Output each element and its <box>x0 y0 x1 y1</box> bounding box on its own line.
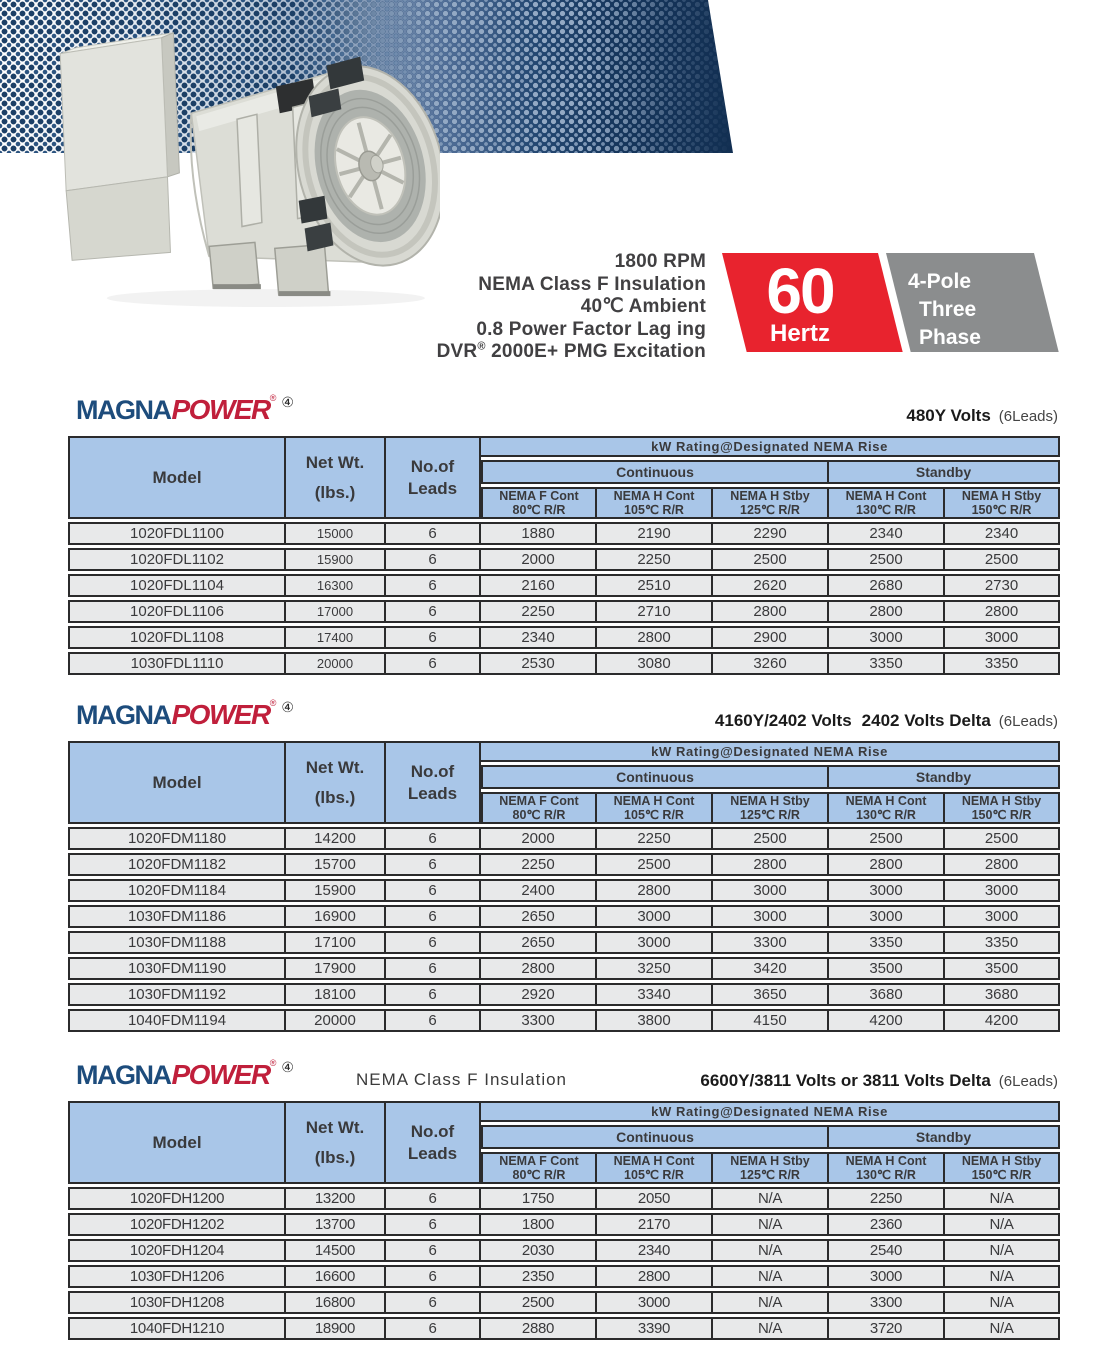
table-row <box>68 548 1060 571</box>
kw-value-cell: 2880 <box>481 1317 597 1340</box>
model-cell: 1020FDH1204 <box>68 1239 286 1262</box>
kw-value-cell: 2000 <box>481 827 597 850</box>
kw-value-cell: 3350 <box>945 652 1060 675</box>
kw-value-cell: 2920 <box>481 983 597 1006</box>
kw-value-cell: 2400 <box>481 879 597 902</box>
net-weight-cell: 15700 <box>286 853 386 876</box>
leads-cell: 6 <box>386 522 481 545</box>
voltage-title <box>690 1071 1058 1091</box>
leads-cell: 6 <box>386 548 481 571</box>
column-header-leads: No.of Leads <box>386 436 481 519</box>
net-weight-cell: 15900 <box>286 879 386 902</box>
column-header-nema: NEMA F Cont 80℃ R/R <box>481 792 597 824</box>
kw-value-cell: 2340 <box>481 626 597 649</box>
spec-line-dvr: DVR® 2000E+ PMG Excitation <box>436 340 706 362</box>
logo-magna-text: MAGNA <box>76 395 171 425</box>
magnapower-logo <box>76 689 294 734</box>
table-row <box>68 931 1060 954</box>
model-cell: 1030FDL1110 <box>68 652 286 675</box>
voltage-title <box>705 711 1058 731</box>
model-cell: 1020FDL1104 <box>68 574 286 597</box>
column-header-nema: NEMA H Cont 130℃ R/R <box>829 792 945 824</box>
logo-registered-icon: ® <box>269 393 277 403</box>
kw-value-cell: N/A <box>713 1239 829 1262</box>
kw-value-cell: 2800 <box>597 1265 713 1288</box>
kw-value-cell: 2000 <box>481 548 597 571</box>
kw-value-cell: 3720 <box>829 1317 945 1340</box>
table-row <box>68 600 1060 623</box>
pole-label: 4-Pole <box>908 270 972 293</box>
kw-value-cell: N/A <box>713 1291 829 1314</box>
net-weight-cell: 16300 <box>286 574 386 597</box>
logo-magna-text: MAGNA <box>76 700 171 730</box>
leads-cell: 6 <box>386 626 481 649</box>
kw-value-cell: 1750 <box>481 1187 597 1210</box>
column-header-nema: NEMA H Cont 130℃ R/R <box>829 1152 945 1184</box>
kw-value-cell: 4200 <box>945 1009 1060 1032</box>
continuous-group-header: Continuous <box>481 460 829 484</box>
table-row <box>68 1265 1060 1288</box>
logo-circled-four-icon: ④ <box>281 1059 294 1075</box>
voltage-title <box>896 406 1058 426</box>
kw-value-cell: 3000 <box>829 626 945 649</box>
net-weight-cell: 18100 <box>286 983 386 1006</box>
kw-value-cell: 1880 <box>481 522 597 545</box>
model-cell: 1020FDM1184 <box>68 879 286 902</box>
net-weight-cell: 17900 <box>286 957 386 980</box>
kw-value-cell: 3800 <box>597 1009 713 1032</box>
net-weight-cell: 20000 <box>286 652 386 675</box>
table-row <box>68 1239 1060 1262</box>
kw-value-cell: 2800 <box>713 600 829 623</box>
table-row <box>68 1009 1060 1032</box>
kw-value-cell: 2900 <box>713 626 829 649</box>
model-cell: 1040FDM1194 <box>68 1009 286 1032</box>
net-weight-cell: 15900 <box>286 548 386 571</box>
kw-value-cell: 2500 <box>829 827 945 850</box>
leads-cell: 6 <box>386 1009 481 1032</box>
net-weight-cell: 17100 <box>286 931 386 954</box>
kw-value-cell: 3000 <box>597 1291 713 1314</box>
kw-value-cell: 3390 <box>597 1317 713 1340</box>
kw-value-cell: 2500 <box>713 548 829 571</box>
kw-value-cell: 2340 <box>829 522 945 545</box>
leads-cell: 6 <box>386 879 481 902</box>
kw-value-cell: 2250 <box>829 1187 945 1210</box>
kw-value-cell: N/A <box>713 1317 829 1340</box>
kw-value-cell: 2500 <box>597 853 713 876</box>
voltage-title-text: 2402 Volts Delta <box>861 711 991 730</box>
model-cell: 1020FDL1100 <box>68 522 286 545</box>
kw-value-cell: 3350 <box>829 652 945 675</box>
kw-value-cell: 2650 <box>481 905 597 928</box>
column-header-model: Model <box>68 1101 286 1184</box>
leads-cell: 6 <box>386 1213 481 1236</box>
model-cell: 1030FDM1190 <box>68 957 286 980</box>
kw-rating-header: kW Rating@Designated NEMA Rise <box>481 1101 1060 1122</box>
model-cell: 1020FDL1106 <box>68 600 286 623</box>
logo-circled-four-icon: ④ <box>281 394 294 410</box>
kw-value-cell: 2360 <box>829 1213 945 1236</box>
model-cell: 1040FDH1210 <box>68 1317 286 1340</box>
net-weight-cell: 20000 <box>286 1009 386 1032</box>
kw-value-cell: 2800 <box>945 600 1060 623</box>
table-row <box>68 879 1060 902</box>
kw-value-cell: 3340 <box>597 983 713 1006</box>
logo-power-text: POWER <box>171 394 270 425</box>
kw-value-cell: 2340 <box>597 1239 713 1262</box>
kw-value-cell: 2500 <box>945 827 1060 850</box>
logo-registered-icon: ® <box>269 1058 277 1068</box>
voltage-title-text: 6600Y/3811 Volts or 3811 Volts Delta <box>700 1071 991 1090</box>
leads-cell: 6 <box>386 983 481 1006</box>
kw-value-cell: 2250 <box>597 548 713 571</box>
column-header-nema: NEMA H Cont 105℃ R/R <box>597 487 713 519</box>
insulation-note: NEMA Class F Insulation <box>356 1070 568 1089</box>
kw-value-cell: 3500 <box>945 957 1060 980</box>
logo-magna-text: MAGNA <box>76 1060 171 1090</box>
column-header-nema: NEMA H Cont 105℃ R/R <box>597 792 713 824</box>
spec-text-block <box>340 251 706 364</box>
table-row <box>68 957 1060 980</box>
column-header-net-weight: Net Wt. (lbs.) <box>286 741 386 824</box>
net-weight-cell: 14200 <box>286 827 386 850</box>
column-header-leads: No.of Leads <box>386 741 481 824</box>
model-cell: 1030FDM1192 <box>68 983 286 1006</box>
kw-value-cell: 2350 <box>481 1265 597 1288</box>
kw-value-cell: 3300 <box>829 1291 945 1314</box>
leads-cell: 6 <box>386 1317 481 1340</box>
kw-value-cell: 2800 <box>945 853 1060 876</box>
leads-cell: 6 <box>386 853 481 876</box>
column-header-nema: NEMA F Cont 80℃ R/R <box>481 487 597 519</box>
standby-group-header: Standby <box>829 765 1060 789</box>
model-cell: 1030FDM1186 <box>68 905 286 928</box>
model-cell: 1020FDM1180 <box>68 827 286 850</box>
kw-value-cell: 2540 <box>829 1239 945 1262</box>
model-cell: 1020FDL1108 <box>68 626 286 649</box>
spec-table-section <box>68 393 1060 678</box>
continuous-group-header: Continuous <box>481 1125 829 1149</box>
column-header-net-weight: Net Wt. (lbs.) <box>286 436 386 519</box>
kw-value-cell: 3420 <box>713 957 829 980</box>
leads-cell: 6 <box>386 957 481 980</box>
column-header-nema: NEMA H Cont 130℃ R/R <box>829 487 945 519</box>
kw-value-cell: N/A <box>945 1291 1060 1314</box>
table-row <box>68 652 1060 675</box>
kw-value-cell: 3300 <box>713 931 829 954</box>
net-weight-cell: 13700 <box>286 1213 386 1236</box>
column-header-nema: NEMA H Stby 125℃ R/R <box>713 1152 829 1184</box>
frequency-badge <box>722 253 878 352</box>
net-weight-cell: 17400 <box>286 626 386 649</box>
kw-value-cell: 2290 <box>713 522 829 545</box>
kw-value-cell: 2250 <box>481 853 597 876</box>
kw-value-cell: 2340 <box>945 522 1060 545</box>
kw-value-cell: N/A <box>945 1265 1060 1288</box>
leads-cell: 6 <box>386 1187 481 1210</box>
kw-value-cell: 3250 <box>597 957 713 980</box>
kw-value-cell: 3000 <box>945 879 1060 902</box>
model-cell: 1030FDH1208 <box>68 1291 286 1314</box>
kw-value-cell: 2190 <box>597 522 713 545</box>
net-weight-cell: 14500 <box>286 1239 386 1262</box>
voltage-title-text: 4160Y/2402 Volts <box>714 711 852 730</box>
leads-cell: 6 <box>386 1239 481 1262</box>
column-header-leads: No.of Leads <box>386 1101 481 1184</box>
kw-value-cell: 3680 <box>945 983 1060 1006</box>
spec-line-power-factor: 0.8 Power Factor Lag ing <box>476 318 706 340</box>
kw-value-cell: 2030 <box>481 1239 597 1262</box>
kw-value-cell: N/A <box>713 1265 829 1288</box>
leads-note-text: (6Leads) <box>998 1073 1058 1090</box>
column-header-model: Model <box>68 436 286 519</box>
kw-value-cell: 3080 <box>597 652 713 675</box>
column-header-nema: NEMA H Stby 125℃ R/R <box>713 792 829 824</box>
phase-label: Three Phase <box>919 298 981 349</box>
leads-cell: 6 <box>386 827 481 850</box>
standby-group-header: Standby <box>829 1125 1060 1149</box>
column-header-nema: NEMA H Stby 150℃ R/R <box>945 1152 1060 1184</box>
column-header-nema: NEMA F Cont 80℃ R/R <box>481 1152 597 1184</box>
kw-value-cell: N/A <box>945 1187 1060 1210</box>
leads-note-text: (6Leads) <box>998 713 1058 730</box>
table-row <box>68 1291 1060 1314</box>
logo-registered-icon: ® <box>269 698 277 708</box>
logo-power-text: POWER <box>171 699 270 730</box>
column-header-nema: NEMA H Stby 150℃ R/R <box>945 792 1060 824</box>
kw-value-cell: 3500 <box>829 957 945 980</box>
continuous-group-header: Continuous <box>481 765 829 789</box>
model-cell: 1020FDH1200 <box>68 1187 286 1210</box>
kw-value-cell: 2730 <box>945 574 1060 597</box>
model-cell: 1020FDL1102 <box>68 548 286 571</box>
ratings-table <box>68 738 1060 1035</box>
kw-value-cell: 3000 <box>945 626 1060 649</box>
column-header-nema: NEMA H Cont 105℃ R/R <box>597 1152 713 1184</box>
spec-line-rpm: 1800 RPM <box>614 251 706 272</box>
kw-value-cell: 2250 <box>481 600 597 623</box>
frequency-value: 60 <box>766 255 834 327</box>
leads-cell: 6 <box>386 574 481 597</box>
kw-value-cell: 3300 <box>481 1009 597 1032</box>
kw-rating-header: kW Rating@Designated NEMA Rise <box>481 436 1060 457</box>
net-weight-cell: 15000 <box>286 522 386 545</box>
kw-value-cell: 3000 <box>829 905 945 928</box>
pole-phase-badge <box>886 253 1034 352</box>
column-header-model: Model <box>68 741 286 824</box>
column-header-nema: NEMA H Stby 150℃ R/R <box>945 487 1060 519</box>
kw-value-cell: 3000 <box>713 879 829 902</box>
registered-mark: ® <box>477 340 486 353</box>
leads-cell: 6 <box>386 1265 481 1288</box>
kw-value-cell: N/A <box>945 1239 1060 1262</box>
kw-value-cell: 3350 <box>945 931 1060 954</box>
model-cell: 1030FDM1188 <box>68 931 286 954</box>
magnapower-logo <box>76 1049 294 1094</box>
kw-value-cell: 2800 <box>829 600 945 623</box>
net-weight-cell: 16600 <box>286 1265 386 1288</box>
voltage-title-text: 480Y Volts <box>906 406 991 425</box>
kw-value-cell: 4150 <box>713 1009 829 1032</box>
kw-value-cell: 3000 <box>597 931 713 954</box>
kw-value-cell: 2500 <box>713 827 829 850</box>
model-cell: 1030FDH1206 <box>68 1265 286 1288</box>
kw-value-cell: 2170 <box>597 1213 713 1236</box>
kw-value-cell: 2050 <box>597 1187 713 1210</box>
kw-value-cell: 3000 <box>945 905 1060 928</box>
spec-line-insulation: NEMA Class F Insulation <box>478 273 706 295</box>
kw-value-cell: 4200 <box>829 1009 945 1032</box>
logo-power-text: POWER <box>171 1059 270 1090</box>
leads-cell: 6 <box>386 652 481 675</box>
kw-value-cell: 2500 <box>481 1291 597 1314</box>
kw-value-cell: 2500 <box>829 548 945 571</box>
leads-cell: 6 <box>386 1291 481 1314</box>
kw-value-cell: 2530 <box>481 652 597 675</box>
kw-value-cell: 2510 <box>597 574 713 597</box>
leads-note-text: (6Leads) <box>998 408 1058 425</box>
kw-value-cell: 2680 <box>829 574 945 597</box>
kw-value-cell: 2160 <box>481 574 597 597</box>
kw-value-cell: 2800 <box>829 853 945 876</box>
hero-banner <box>0 0 1105 372</box>
ratings-table <box>68 433 1060 678</box>
kw-value-cell: N/A <box>945 1213 1060 1236</box>
standby-group-header: Standby <box>829 460 1060 484</box>
table-row <box>68 522 1060 545</box>
net-weight-cell: 13200 <box>286 1187 386 1210</box>
kw-value-cell: 2710 <box>597 600 713 623</box>
net-weight-cell: 16900 <box>286 905 386 928</box>
kw-value-cell: 3650 <box>713 983 829 1006</box>
magnapower-logo <box>76 384 294 429</box>
kw-value-cell: 2620 <box>713 574 829 597</box>
kw-value-cell: 3000 <box>829 1265 945 1288</box>
kw-value-cell: N/A <box>713 1213 829 1236</box>
kw-value-cell: 3000 <box>829 879 945 902</box>
spec-table-section <box>68 698 1060 1035</box>
frequency-unit: Hertz <box>769 320 830 347</box>
net-weight-cell: 18900 <box>286 1317 386 1340</box>
kw-value-cell: 3000 <box>713 905 829 928</box>
kw-value-cell: 3350 <box>829 931 945 954</box>
table-row <box>68 983 1060 1006</box>
table-row <box>68 626 1060 649</box>
net-weight-cell: 17000 <box>286 600 386 623</box>
kw-value-cell: 2800 <box>597 626 713 649</box>
column-header-net-weight: Net Wt. (lbs.) <box>286 1101 386 1184</box>
kw-rating-header: kW Rating@Designated NEMA Rise <box>481 741 1060 762</box>
kw-value-cell: 3000 <box>597 905 713 928</box>
model-cell: 1020FDH1202 <box>68 1213 286 1236</box>
kw-value-cell: 2650 <box>481 931 597 954</box>
table-row <box>68 853 1060 876</box>
kw-value-cell: 3260 <box>713 652 829 675</box>
kw-value-cell: N/A <box>713 1187 829 1210</box>
kw-value-cell: 2800 <box>597 879 713 902</box>
kw-value-cell: 2800 <box>481 957 597 980</box>
table-row <box>68 905 1060 928</box>
table-row <box>68 1187 1060 1210</box>
net-weight-cell: 16800 <box>286 1291 386 1314</box>
leads-cell: 6 <box>386 931 481 954</box>
table-row <box>68 574 1060 597</box>
kw-value-cell: 2800 <box>713 853 829 876</box>
table-row <box>68 1317 1060 1340</box>
leads-cell: 6 <box>386 905 481 928</box>
column-header-nema: NEMA H Stby 125℃ R/R <box>713 487 829 519</box>
logo-circled-four-icon: ④ <box>281 699 294 715</box>
kw-value-cell: 2500 <box>945 548 1060 571</box>
leads-cell: 6 <box>386 600 481 623</box>
ratings-table <box>68 1098 1060 1343</box>
kw-value-cell: 1800 <box>481 1213 597 1236</box>
model-cell: 1020FDM1182 <box>68 853 286 876</box>
kw-value-cell: N/A <box>945 1317 1060 1340</box>
spec-line-ambient: 40℃ Ambient <box>580 296 706 317</box>
kw-value-cell: 3680 <box>829 983 945 1006</box>
table-row <box>68 827 1060 850</box>
kw-value-cell: 2250 <box>597 827 713 850</box>
spec-table-section <box>68 1058 1060 1343</box>
table-row <box>68 1213 1060 1236</box>
